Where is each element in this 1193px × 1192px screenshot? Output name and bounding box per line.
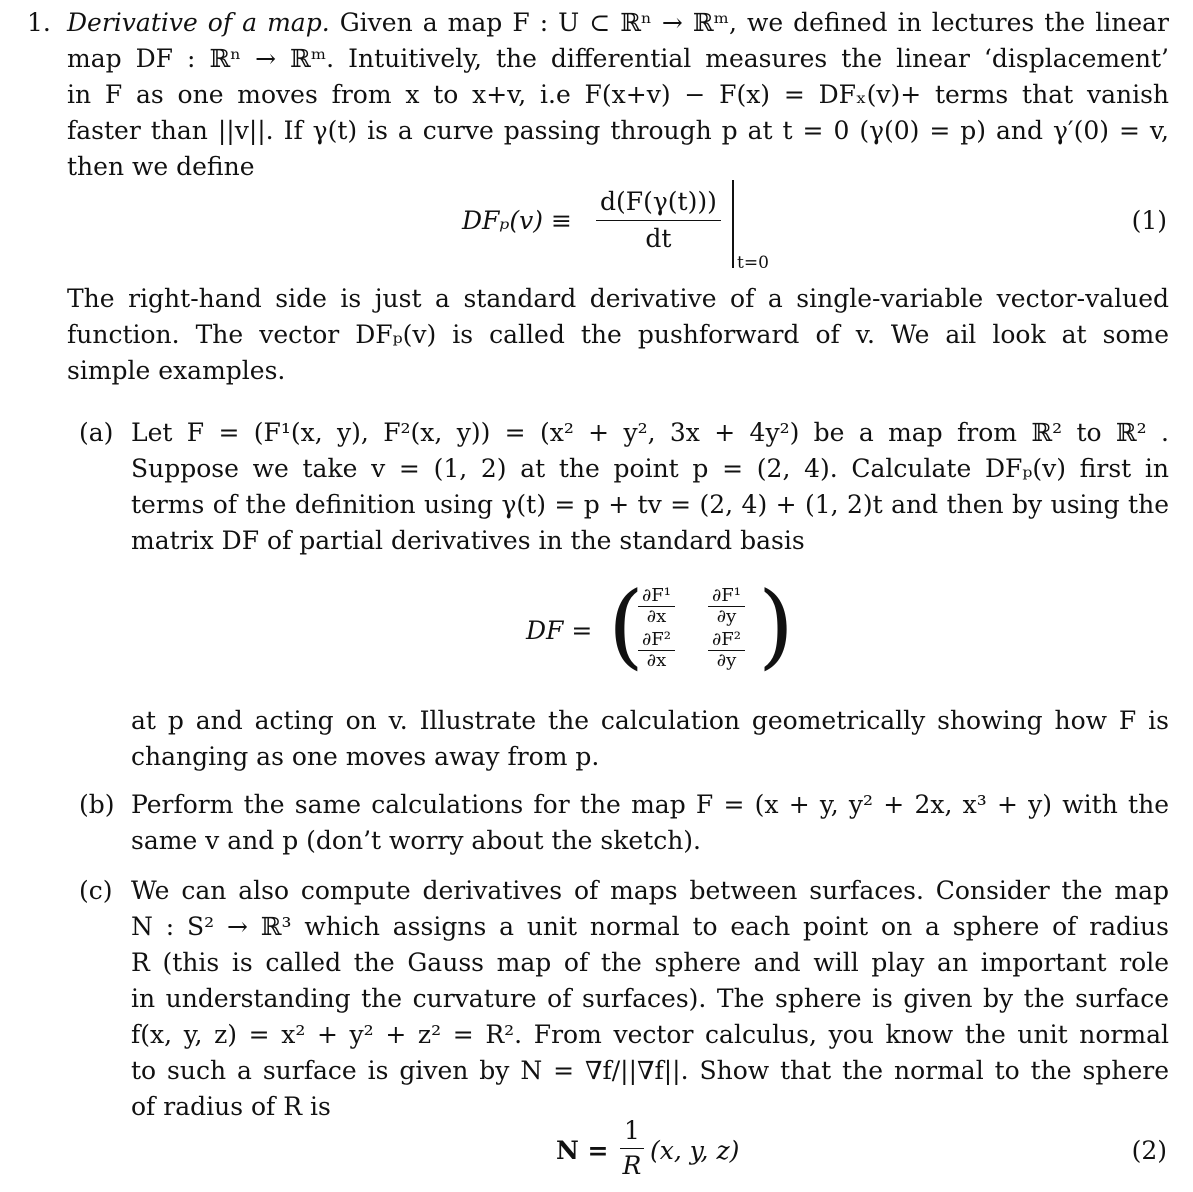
part-a-line-2: Suppose we take v = (1, 2) at the point p = (2, 4). Calculate DFₚ(v) first in [131,454,1169,483]
after-eq1-line-3: simple examples. [67,356,286,385]
matrix-right-paren: ) [758,572,794,679]
part-c-line-1: We can also compute derivatives of maps between surfaces. Consider the map [131,876,1169,905]
matrix-cell-12-num: ∂F¹ [708,586,745,607]
part-c-line-7: of radius of R is [131,1092,331,1121]
part-c-line-5: f(x, y, z) = x² + y² + z² = R². From vector calculus, you know the unit normal [131,1020,1169,1049]
matrix-cell-12 [708,586,745,627]
part-a-after-line-2: changing as one moves away from p. [131,742,600,771]
matrix-cell-22-num: ∂F² [708,630,745,651]
part-a-label: (a) [79,418,114,447]
matrix-cell-21 [638,630,675,671]
part-c-line-6: to such a surface is given by N = ∇f/||∇f||. Show that the normal to the sphere [131,1056,1169,1085]
equation-1 [462,180,822,273]
eq2-fraction [620,1114,644,1183]
part-b-line-2: same v and p (don’t worry about the sketch). [131,826,701,855]
eq1-evaluation-bar [732,180,734,268]
equation-2 [556,1112,796,1186]
df-matrix-lhs: DF = [526,616,593,645]
eq2-denominator: R [622,1151,642,1180]
eq1-fraction [596,184,721,257]
matrix-cell-11 [638,586,675,627]
matrix-cell-21-num: ∂F² [638,630,675,651]
problem-title: Derivative of a map. [67,8,330,37]
part-a-line-4: matrix DF of partial derivatives in the standard basis [131,526,805,555]
part-a-line-1: Let F = (F¹(x, y), F²(x, y)) = (x² + y², 3x + 4y²) be a map from ℝ² to ℝ² . [131,418,1169,447]
part-b-line-1: Perform the same calculations for the map F = (x + y, y² + 2x, x³ + y) with the [131,790,1169,819]
matrix-cell-21-den: ∂x [646,650,667,671]
matrix-left-paren: ( [608,572,644,679]
part-c-line-3: R (this is called the Gauss map of the sphere and will play an important role [131,948,1169,977]
intro-line-1-text: Given a map F : U ⊂ ℝⁿ → ℝᵐ, we defined in lectures the linear [339,8,1169,37]
intro-line-3: in F as one moves from x to x+v, i.e F(x+v) − F(x) = DFₓ(v)+ terms that vanish [67,80,1169,109]
problem-number: 1. [27,8,51,37]
matrix-cell-11-num: ∂F¹ [638,586,675,607]
eq2-numerator: 1 [620,1114,644,1149]
eq2-lhs: N = [556,1136,609,1165]
part-b-label: (b) [79,790,115,819]
after-eq1-line-1: The right-hand side is just a standard derivative of a single-variable vector-valued [67,284,1169,313]
df-matrix [526,572,794,680]
intro-line-4: faster than ||v||. If γ(t) is a curve passing through p at t = 0 (γ(0) = p) and γ′(0) = v, [67,116,1169,145]
eq1-numerator: d(F(γ(t))) [596,184,721,221]
eq2-number: (2) [1131,1136,1167,1165]
eq1-evaluation: t=0 [737,253,769,273]
part-a-line-3: terms of the definition using γ(t) = p + tv = (2, 4) + (1, 2)t and then by using the [131,490,1169,519]
matrix-cell-11-den: ∂x [646,606,667,627]
part-c-label: (c) [79,876,113,905]
intro-line-5: then we define [67,152,255,181]
eq1-denominator: dt [645,224,672,253]
intro-line-1 [67,8,1169,38]
matrix-cell-12-den: ∂y [716,606,737,627]
part-c-line-4: in understanding the curvature of surfaces). The sphere is given by the surface [131,984,1169,1013]
intro-line-2: map DF : ℝⁿ → ℝᵐ. Intuitively, the differential measures the linear ‘displacement’ [67,44,1169,73]
part-c-line-2: N : S² → ℝ³ which assigns a unit normal to each point on a sphere of radius [131,912,1169,941]
matrix-cell-22 [708,630,745,671]
eq1-number: (1) [1131,206,1167,235]
part-a-after-line-1: at p and acting on v. Illustrate the calculation geometrically showing how F is [131,706,1169,735]
after-eq1-line-2: function. The vector DFₚ(v) is called the pushforward of v. We ail look at some [67,320,1169,349]
eq1-lhs: DFₚ(v) ≡ [462,206,572,235]
matrix-cell-22-den: ∂y [716,650,737,671]
eq2-rhs: (x, y, z) [650,1136,740,1165]
